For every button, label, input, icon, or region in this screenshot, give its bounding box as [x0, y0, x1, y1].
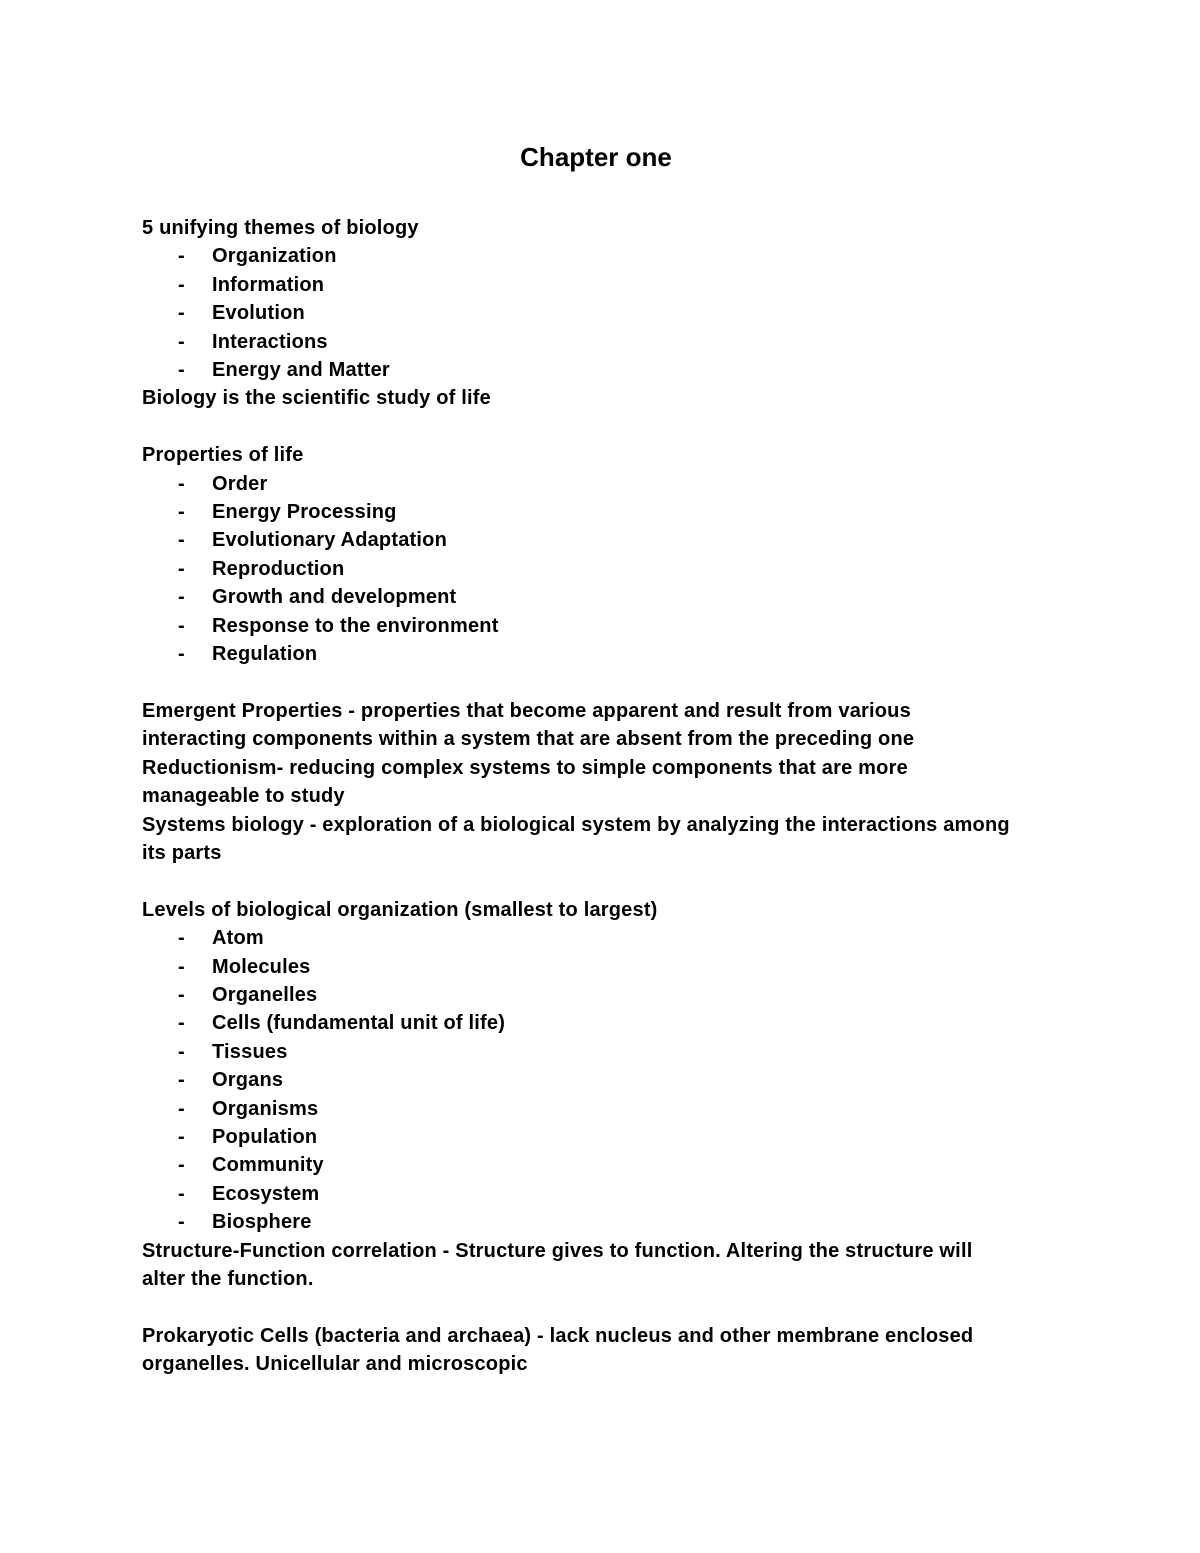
list-item — [142, 526, 1082, 554]
bullet-dash: - — [178, 614, 185, 637]
list-item — [142, 1151, 1082, 1179]
bullet-dash: - — [178, 1182, 185, 1205]
list-item-text: Organs — [212, 1069, 284, 1092]
bullet-dash: - — [178, 1125, 185, 1148]
bullet-dash: - — [178, 472, 185, 495]
list-item-text: Regulation — [212, 643, 318, 666]
bullet-dash: - — [178, 330, 185, 353]
list-item — [142, 328, 1082, 356]
list-item-text: Tissues — [212, 1040, 288, 1063]
emergent-properties-text: Emergent Properties - properties that become apparent and result from various — [142, 699, 911, 722]
reductionism-text: manageable to study — [142, 785, 345, 808]
list-item-text: Evolution — [212, 302, 305, 325]
list-item-text: Atom — [212, 927, 264, 950]
emergent-properties-text: interacting components within a system that are absent from the preceding one — [142, 728, 915, 751]
blank-line — [142, 867, 1082, 895]
bullet-dash: - — [178, 955, 185, 978]
list-item-text: Organelles — [212, 983, 318, 1006]
list-item — [142, 242, 1082, 270]
list-item — [142, 1208, 1082, 1236]
prokaryotic-cells-text: Prokaryotic Cells (bacteria and archaea) - lack nucleus and other membrane enclosed — [142, 1324, 974, 1347]
blank-line — [142, 1293, 1082, 1321]
page-title: Chapter one — [520, 142, 672, 172]
list-item-text: Organization — [212, 245, 337, 268]
list-item — [142, 1038, 1082, 1066]
bullet-dash: - — [178, 501, 185, 524]
bullet-dash: - — [178, 1097, 185, 1120]
list-item — [142, 555, 1082, 583]
themes-heading: 5 unifying themes of biology — [142, 217, 419, 239]
list-item-text: Order — [212, 472, 268, 495]
list-item — [142, 1009, 1082, 1037]
bullet-dash: - — [178, 1069, 185, 1092]
bullet-dash: - — [178, 586, 185, 609]
list-item-text: Information — [212, 273, 325, 296]
document-body — [142, 214, 1082, 1379]
prokaryotic-cells-text: organelles. Unicellular and microscopic — [142, 1353, 528, 1376]
bullet-dash: - — [178, 927, 185, 950]
list-item-text: Population — [212, 1125, 318, 1148]
list-item-text: Evolutionary Adaptation — [212, 529, 447, 552]
list-item-text: Response to the environment — [212, 614, 499, 637]
bullet-dash: - — [178, 983, 185, 1006]
bullet-dash: - — [178, 529, 185, 552]
reductionism-text: Reductionism- reducing complex systems to simple components that are more — [142, 756, 908, 779]
list-item — [142, 1123, 1082, 1151]
bullet-dash: - — [178, 1154, 185, 1177]
systems-biology-text: Systems biology - exploration of a biological system by analyzing the interactions among — [142, 813, 1010, 836]
list-item — [142, 612, 1082, 640]
biology-definition: Biology is the scientific study of life — [142, 387, 491, 410]
list-item-text: Community — [212, 1154, 324, 1177]
list-item — [142, 1180, 1082, 1208]
bullet-dash: - — [178, 1040, 185, 1063]
blank-line — [142, 668, 1082, 696]
properties-list — [142, 470, 1082, 669]
levels-heading: Levels of biological organization (smallest to largest) — [142, 898, 658, 921]
list-item — [142, 953, 1082, 981]
list-item-text: Energy Processing — [212, 501, 397, 524]
list-item — [142, 498, 1082, 526]
list-item — [142, 981, 1082, 1009]
bullet-dash: - — [178, 1012, 185, 1035]
list-item-text: Reproduction — [212, 557, 345, 580]
list-item — [142, 271, 1082, 299]
bullet-dash: - — [178, 245, 185, 268]
list-item-text: Growth and development — [212, 586, 457, 609]
list-item-text: Organisms — [212, 1097, 319, 1120]
list-item-text: Interactions — [212, 330, 328, 353]
list-item-text: Cells (fundamental unit of life) — [212, 1012, 506, 1035]
levels-list — [142, 924, 1082, 1236]
bullet-dash: - — [178, 359, 185, 382]
structure-function-text: alter the function. — [142, 1267, 314, 1290]
list-item-text: Biosphere — [212, 1211, 312, 1234]
list-item-text: Ecosystem — [212, 1182, 320, 1205]
list-item — [142, 924, 1082, 952]
bullet-dash: - — [178, 557, 185, 580]
list-item-text: Energy and Matter — [212, 359, 390, 382]
bullet-dash: - — [178, 643, 185, 666]
themes-list — [142, 242, 1082, 384]
list-item — [142, 640, 1082, 668]
bullet-dash: - — [178, 1211, 185, 1234]
structure-function-text: Structure-Function correlation - Structure gives to function. Altering the structure will — [142, 1239, 973, 1262]
list-item — [142, 356, 1082, 384]
blank-line — [142, 413, 1082, 441]
list-item — [142, 1066, 1082, 1094]
bullet-dash: - — [178, 302, 185, 325]
list-item — [142, 1095, 1082, 1123]
systems-biology-text: its parts — [142, 841, 222, 864]
list-item — [142, 583, 1082, 611]
list-item-text: Molecules — [212, 955, 311, 978]
list-item — [142, 470, 1082, 498]
properties-heading: Properties of life — [142, 444, 304, 467]
list-item — [142, 299, 1082, 327]
bullet-dash: - — [178, 273, 185, 296]
